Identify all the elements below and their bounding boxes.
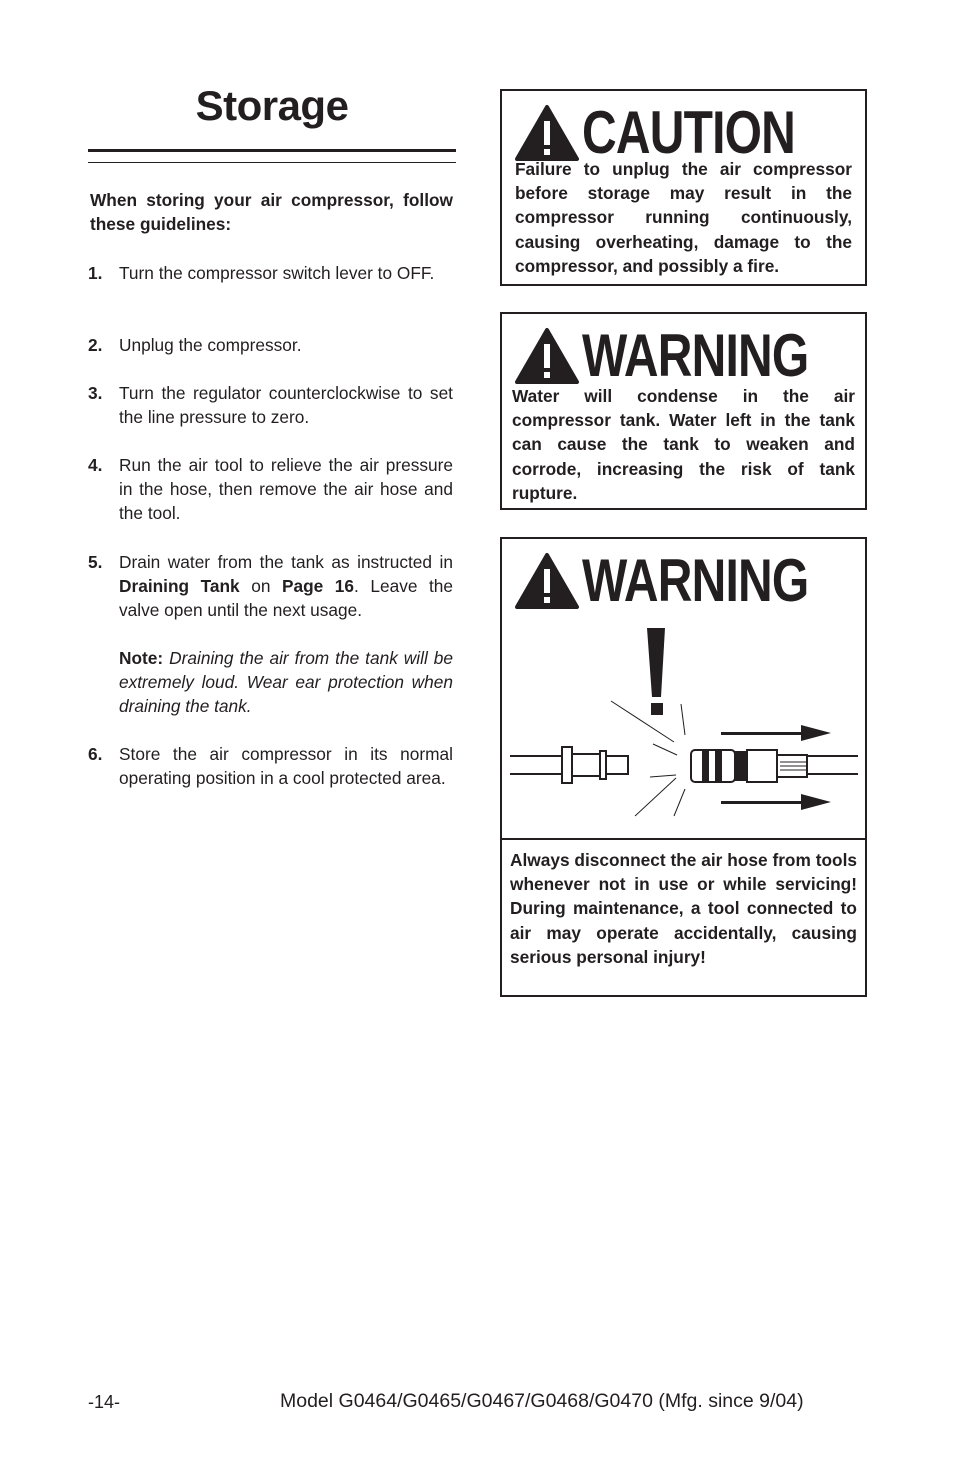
- warning-heading: WARNING: [582, 322, 809, 389]
- ref-draining-tank: Draining Tank: [119, 576, 240, 597]
- hose-disconnect-illustration: [502, 619, 865, 839]
- item-text-part: on: [239, 576, 282, 597]
- note: [119, 646, 453, 719]
- note-text: Draining the air from the tank will be extremely loud. Wear ear protection when draining the tank.: [119, 648, 453, 717]
- caution-heading: CAUTION: [582, 99, 796, 166]
- list-item: [88, 550, 453, 623]
- list-item: [88, 261, 453, 285]
- illustration-divider: [502, 838, 865, 840]
- ref-page: Page 16: [281, 576, 355, 597]
- list-item: [88, 381, 453, 429]
- warning-triangle-icon: [514, 104, 580, 162]
- warning-header: [514, 322, 865, 389]
- caution-box: [500, 89, 867, 286]
- list-item: [88, 453, 453, 526]
- item-number: 4.: [88, 455, 103, 475]
- item-text-part: Drain water from the tank as instructed in: [119, 552, 453, 572]
- item-text: Turn the compressor switch lever to OFF.: [119, 263, 435, 283]
- item-number: 1.: [88, 263, 103, 283]
- item-number: 5.: [88, 552, 103, 572]
- item-text: Run the air tool to relieve the air pressure in the hose, then remove the air hose and the tool.: [119, 455, 453, 524]
- item-text-part: . Leave the valve open until the next usage.: [119, 576, 454, 621]
- warning-header: [514, 547, 865, 614]
- warning-heading: WARNING: [582, 547, 809, 614]
- warning-text: Always disconnect the air hose from tools whenever not in use or while servicing! During maintenance, a tool connected to air may operate accidentally, causing serious personal injury!: [510, 850, 857, 967]
- item-text: [119, 550, 453, 623]
- item-text: Store the air compressor in its normal operating position in a cool protected area.: [119, 744, 453, 789]
- page-number: -14-: [88, 1392, 121, 1412]
- item-text: Turn the regulator counterclockwise to set the line pressure to zero.: [119, 383, 453, 428]
- note-label: Note:: [119, 648, 164, 668]
- page-title: Storage: [195, 82, 349, 129]
- warning-triangle-icon: [514, 327, 580, 385]
- warning-box-disconnect: [500, 537, 867, 997]
- model-footer: Model G0464/G0465/G0467/G0468/G0470 (Mfg. since 9/04): [280, 1390, 804, 1412]
- warning-box-water: [500, 312, 867, 510]
- title-rule-thick: [88, 149, 456, 152]
- warning-triangle-icon: [514, 552, 580, 610]
- item-number: 6.: [88, 744, 103, 764]
- item-number: 3.: [88, 383, 103, 403]
- title-rule-thin: [88, 162, 456, 163]
- item-number: 2.: [88, 335, 103, 355]
- caution-text: Failure to unplug the air compressor before storage may result in the compressor running continuously, causing overheating, damage to the compressor, and possibly a fire.: [515, 159, 852, 276]
- item-text: Unplug the compressor.: [119, 335, 302, 355]
- caution-header: [514, 99, 848, 166]
- intro-text: When storing your air compressor, follow these guidelines:: [90, 190, 453, 235]
- list-item: [88, 333, 453, 357]
- list-item: [88, 742, 453, 790]
- warning-text: Water will condense in the air compressor tank. Water left in the tank can cause the tank to weaken and corrode, increasing the risk of tank rupture.: [512, 386, 855, 503]
